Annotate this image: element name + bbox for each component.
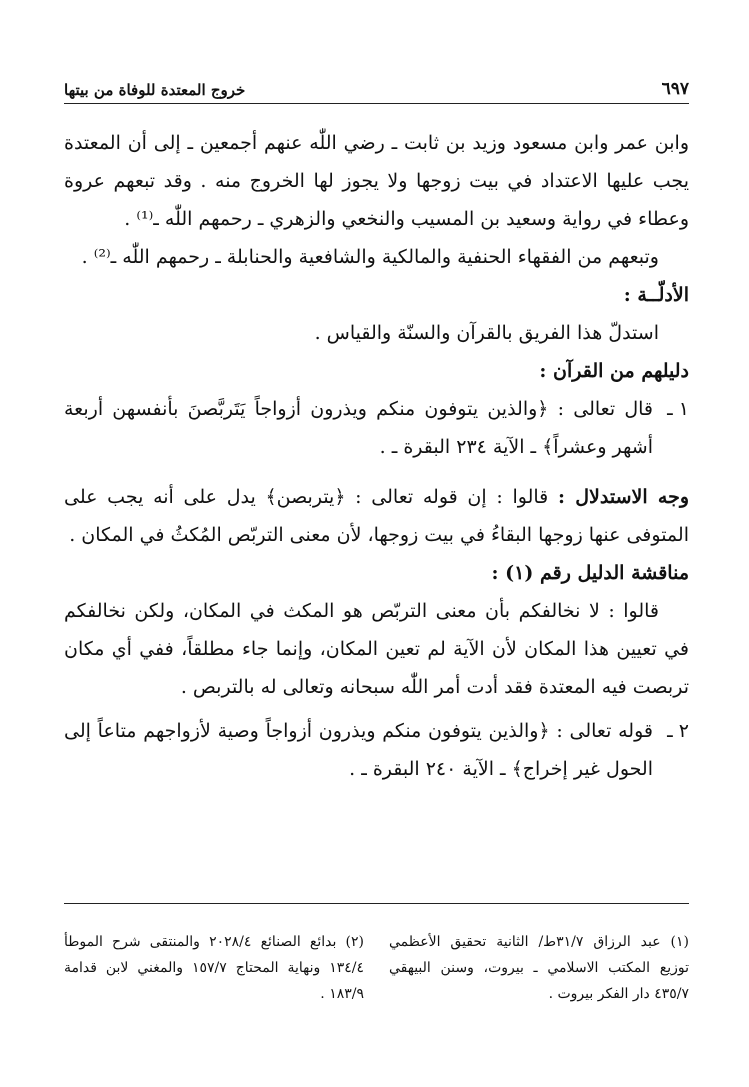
footnote-1: (١) عبد الرزاق ٣١/٧ط/ الثانية تحقيق الأعظمي توزيع المكتب الاسلامي ـ بيروت، وسنن البيهقي ٤٣٥/٧ دار الفكر بيروت . xyxy=(389,934,689,1002)
heading-munaqasha: مناقشة الدليل رقم (١) : xyxy=(491,562,689,584)
running-header xyxy=(64,74,689,104)
wajh-text: قالوا : إن قوله تعالى : ﴿يتربصن﴾ يدل على أنه يجب على المتوفى عنها زوجها البقاءُ في بيت زوجها، لأن معنى التربّص المُكثُ في المكان . xyxy=(64,486,689,546)
paragraph-4: قالوا : لا نخالفكم بأن معنى التربّص هو المكث في المكان، ولكن نخالفكم في تعيين هذا المكان لأن الآية لم تعين المكان، وإنما جاء مطلقاً، ففي أي مكان تربصت فيه المعتدة فقد أدت أمر اللّٰه سبحانه وتعالى له بالتربص . xyxy=(64,600,689,698)
footnote-divider xyxy=(64,903,689,904)
list-item-1 xyxy=(64,390,689,466)
wajh-label: وجه الاستدلال : xyxy=(557,486,689,508)
wajh-paragraph xyxy=(64,478,689,554)
footnotes xyxy=(64,915,689,1021)
paragraph-3: استدلّ هذا الفريق بالقرآن والسنّة والقياس . xyxy=(314,322,659,344)
list-text-2: قوله تعالى : ﴿والذين يتوفون منكم ويذرون أزواجاً وصية لأزواجهم متاعاً إلى الحول غير إخراج﴾ ـ الآية ٢٤٠ البقرة ـ . xyxy=(64,720,653,780)
list-number-1: ١ ـ xyxy=(667,398,689,420)
list-item-2 xyxy=(64,712,689,788)
paragraph-1: وابن عمر وابن مسعود وزيد بن ثابت ـ رضي اللّٰه عنهم أجمعين ـ إلى أن المعتدة يجب عليها الاعتداد في بيت زوجها ولا يجوز لها الخروج منه . وقد تبعهم عروة وعطاء في رواية وسعيد بن المسيب والنخعي والزهري ـ رحمهم اللّٰه ـ⁽¹⁾ . xyxy=(64,132,689,230)
main-text xyxy=(64,124,689,788)
footnote-2: (٢) بدائع الصنائع ٢٠٢٨/٤ والمنتقى شرح الموطأ ١٣٤/٤ ونهاية المحتاج ١٥٧/٧ والمغني لابن قدامة ١٨٣/٩ . xyxy=(64,934,364,1002)
list-number-2: ٢ ـ xyxy=(667,720,689,742)
page-number: ٦٩٧ xyxy=(661,79,689,99)
list-text-1: قال تعالى : ﴿والذين يتوفون منكم ويذرون أزواجاً يَتَربَّصنَ بأنفسهن أربعة أشهر وعشراً﴾ ـ الآية ٢٣٤ البقرة ـ . xyxy=(64,398,653,458)
paragraph-2: وتبعهم من الفقهاء الحنفية والمالكية والشافعية والحنابلة ـ رحمهم اللّٰه ـ⁽²⁾ . xyxy=(81,246,659,268)
heading-quran: دليلهم من القرآن : xyxy=(539,360,689,382)
heading-adilla: الأدلّــة : xyxy=(623,284,689,306)
running-title: خروج المعتدة للوفاة من بيتها xyxy=(64,81,246,99)
